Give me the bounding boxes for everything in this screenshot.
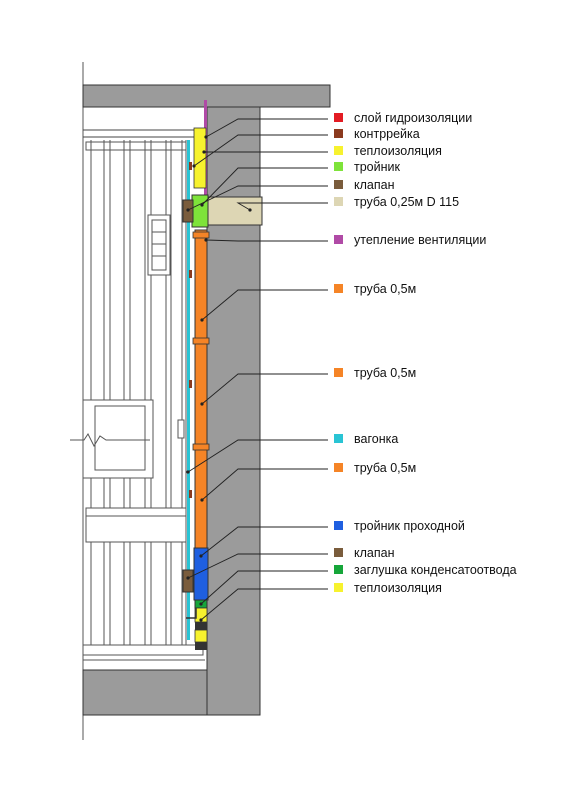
leader-dot	[248, 208, 251, 211]
leader-dot	[204, 135, 207, 138]
brown-square-icon	[334, 548, 343, 557]
leader-dot	[204, 238, 207, 241]
counter-batten	[189, 380, 192, 388]
legend-label: теплоизоляция	[354, 581, 442, 595]
brown-square-icon	[334, 129, 343, 138]
leader-dot	[199, 554, 202, 557]
leader-dot	[186, 576, 189, 579]
counter-batten	[189, 162, 192, 170]
pipe-joint	[193, 444, 209, 450]
legend-label: утепление вентиляции	[354, 233, 487, 247]
legend-label: вагонка	[354, 432, 399, 446]
legend-label: слой гидроизоляции	[354, 111, 473, 125]
legend-label: тройник	[354, 160, 400, 174]
legend-label: клапан	[354, 178, 395, 192]
legend-label: труба 0,5м	[354, 461, 417, 475]
orange-square-icon	[334, 463, 343, 472]
legend-label: заглушка конденсатоотвода	[354, 563, 517, 577]
orange-square-icon	[334, 284, 343, 293]
pipe-05	[195, 230, 207, 550]
yellow-square-icon	[334, 146, 343, 155]
cyan-square-icon	[334, 434, 343, 443]
leader-dot	[200, 498, 203, 501]
leader-dot	[202, 150, 205, 153]
blue-square-icon	[334, 521, 343, 530]
vent-grille-inner	[152, 220, 166, 270]
legend-label: труба 0,5м	[354, 366, 417, 380]
bench-lower-top	[86, 508, 186, 516]
legend-label: тройник проходной	[354, 519, 465, 533]
valve-lower	[183, 570, 193, 592]
upper-insulation	[194, 128, 206, 188]
tee	[192, 195, 208, 227]
floor-strip	[83, 645, 203, 655]
leader-dot	[200, 402, 203, 405]
red-square-icon	[334, 113, 343, 122]
hook	[178, 420, 184, 438]
floor-slab	[83, 670, 207, 715]
pipe-025-d115	[206, 197, 262, 225]
pipe-joint	[193, 338, 209, 344]
leader-dot	[186, 208, 189, 211]
green-square-icon	[334, 565, 343, 574]
bench-lower-face	[86, 516, 186, 542]
leader-dot	[186, 470, 189, 473]
lower-insulation-2	[195, 630, 207, 642]
lower-base	[195, 642, 207, 650]
leader-dot	[199, 602, 202, 605]
orange-square-icon	[334, 368, 343, 377]
counter-batten	[189, 270, 192, 278]
legend-label: теплоизоляция	[354, 144, 442, 158]
counter-batten	[189, 490, 192, 498]
pipe-joint	[193, 232, 209, 238]
leader-dot	[199, 618, 202, 621]
leader-line	[206, 240, 328, 241]
beige-square-icon	[334, 197, 343, 206]
legend-label: труба 0,5м	[354, 282, 417, 296]
brown-square-icon	[334, 180, 343, 189]
lower-insulation-dark	[195, 622, 207, 630]
green-square-icon	[334, 162, 343, 171]
yellow-square-icon	[334, 583, 343, 592]
legend-label: клапан	[354, 546, 395, 560]
leader-dot	[200, 318, 203, 321]
legend-label: труба 0,25м D 115	[354, 195, 460, 209]
leader-dot	[192, 164, 195, 167]
legend-label: контррейка	[354, 127, 420, 141]
legend	[334, 111, 517, 595]
purple-square-icon	[334, 235, 343, 244]
